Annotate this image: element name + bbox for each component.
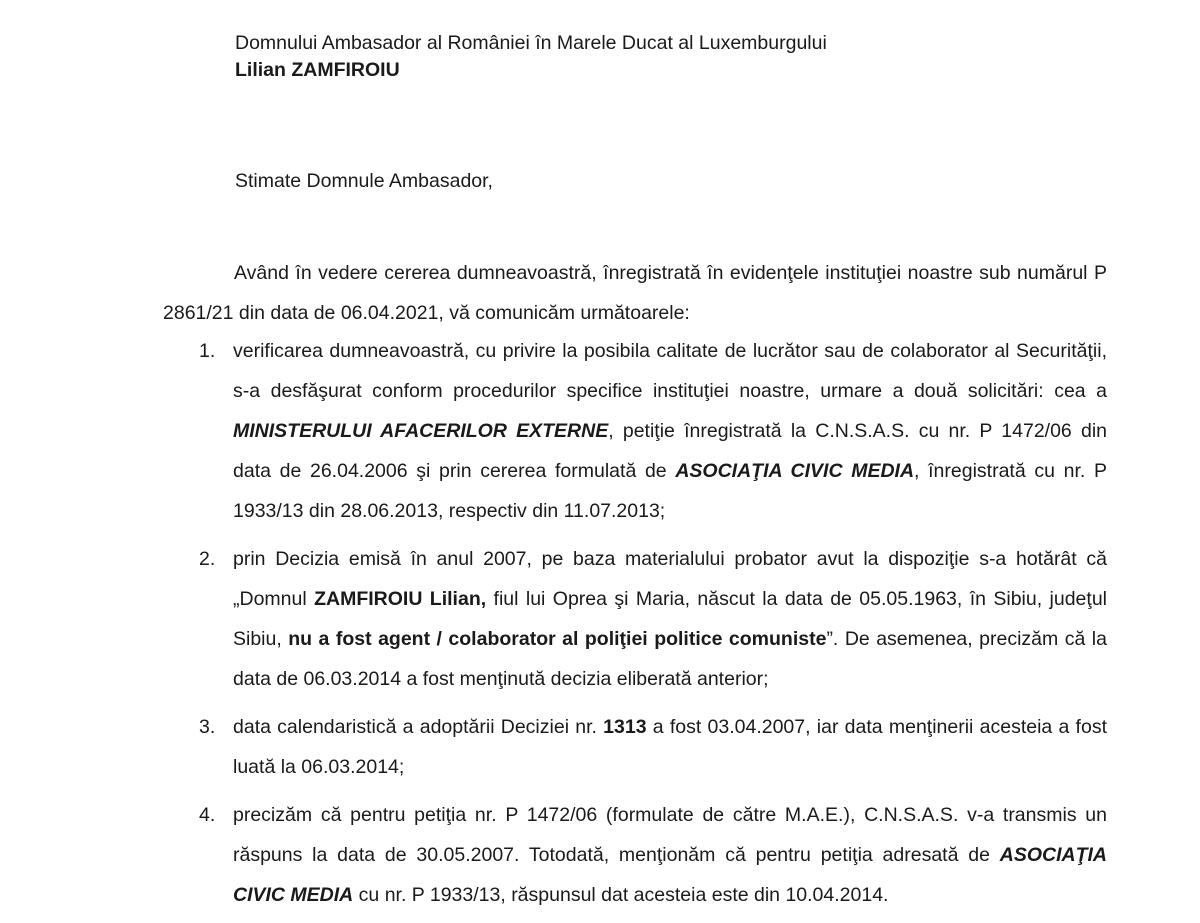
list-item-number: 2.	[199, 548, 216, 570]
list-item-number: 3.	[199, 716, 216, 738]
list-item-text: prin Decizia emisă în anul 2007, pe baza materialului probator avut la dispoziţie s-a hotărât că „Domnul	[233, 548, 1107, 610]
list-item-text: fiul lui Oprea şi Maria, născut la data de 05.05.1963, în Sibiu, judeţul Sibiu,	[233, 588, 1107, 650]
list-item-1	[163, 331, 1107, 531]
list-item-text: verificarea dumneavoastră, cu privire la posibila calitate de lucrător sau de colaborator al Securităţii, s-a desfăşurat conform procedurilor specifice instituţiei noastre, urmare a două solicitări: cea a	[233, 340, 1107, 402]
list-item-emphasis: 1313	[603, 716, 647, 738]
addressee-name: Lilian ZAMFIROIU	[235, 59, 400, 81]
list-item-text: data calendaristică a adoptării Deciziei nr.	[233, 716, 604, 738]
list-item-emphasis: MINISTERULUI AFACERILOR EXTERNE	[233, 420, 609, 442]
list-item-text: , petiţie înregistrată la C.N.S.A.S. cu nr. P 1472/06 din data de 26.04.2006 şi prin cererea formulată de	[233, 420, 1108, 482]
intro-text: Având în vedere cererea dumneavoastră, înregistrată în evidenţele instituţiei noastre sub numărul P 2861/21 din data de 06.04.2021, vă comunicăm următoarele:	[163, 262, 1107, 324]
intro-paragraph	[163, 253, 1107, 333]
list-item-text: a fost 03.04.2007, iar data menţinerii acesteia a fost luată la 06.03.2014;	[233, 716, 1107, 778]
list-item-emphasis: ZAMFIROIU Lilian,	[314, 588, 487, 610]
addressee-block	[235, 30, 827, 84]
numbered-list	[163, 331, 1107, 923]
list-item-number: 1.	[199, 340, 216, 362]
list-item-4	[163, 795, 1107, 915]
list-item-3	[163, 707, 1107, 787]
list-item-text: ”. De asemenea, precizăm că la data de 06.03.2014 a fost menţinută decizia eliberată anterior;	[233, 628, 1107, 690]
list-item-emphasis: nu a fost agent / colaborator al poliţiei politice comuniste	[288, 628, 827, 650]
list-item-2	[163, 539, 1107, 699]
list-item-text: cu nr. P 1933/13, răspunsul dat acesteia este din 10.04.2014.	[353, 884, 889, 906]
list-item-emphasis: ASOCIAŢIA CIVIC MEDIA	[675, 460, 915, 482]
list-item-text: precizăm că pentru petiţia nr. P 1472/06 (formulate de către M.A.E.), C.N.S.A.S. v-a transmis un răspuns la data de 30.05.2007. Totodată, menţionăm că pentru petiţia adresată de	[233, 804, 1107, 866]
list-item-text: , înregistrată cu nr. P 1933/13 din 28.06.2013, respectiv din 11.07.2013;	[233, 460, 1107, 522]
salutation: Stimate Domnule Ambasador,	[235, 170, 493, 192]
list-item-emphasis: ASOCIAŢIA CIVIC MEDIA	[233, 844, 1107, 906]
addressee-title: Domnului Ambasador al României în Marele Ducat al Luxemburgului	[235, 32, 827, 54]
list-item-number: 4.	[199, 804, 216, 826]
